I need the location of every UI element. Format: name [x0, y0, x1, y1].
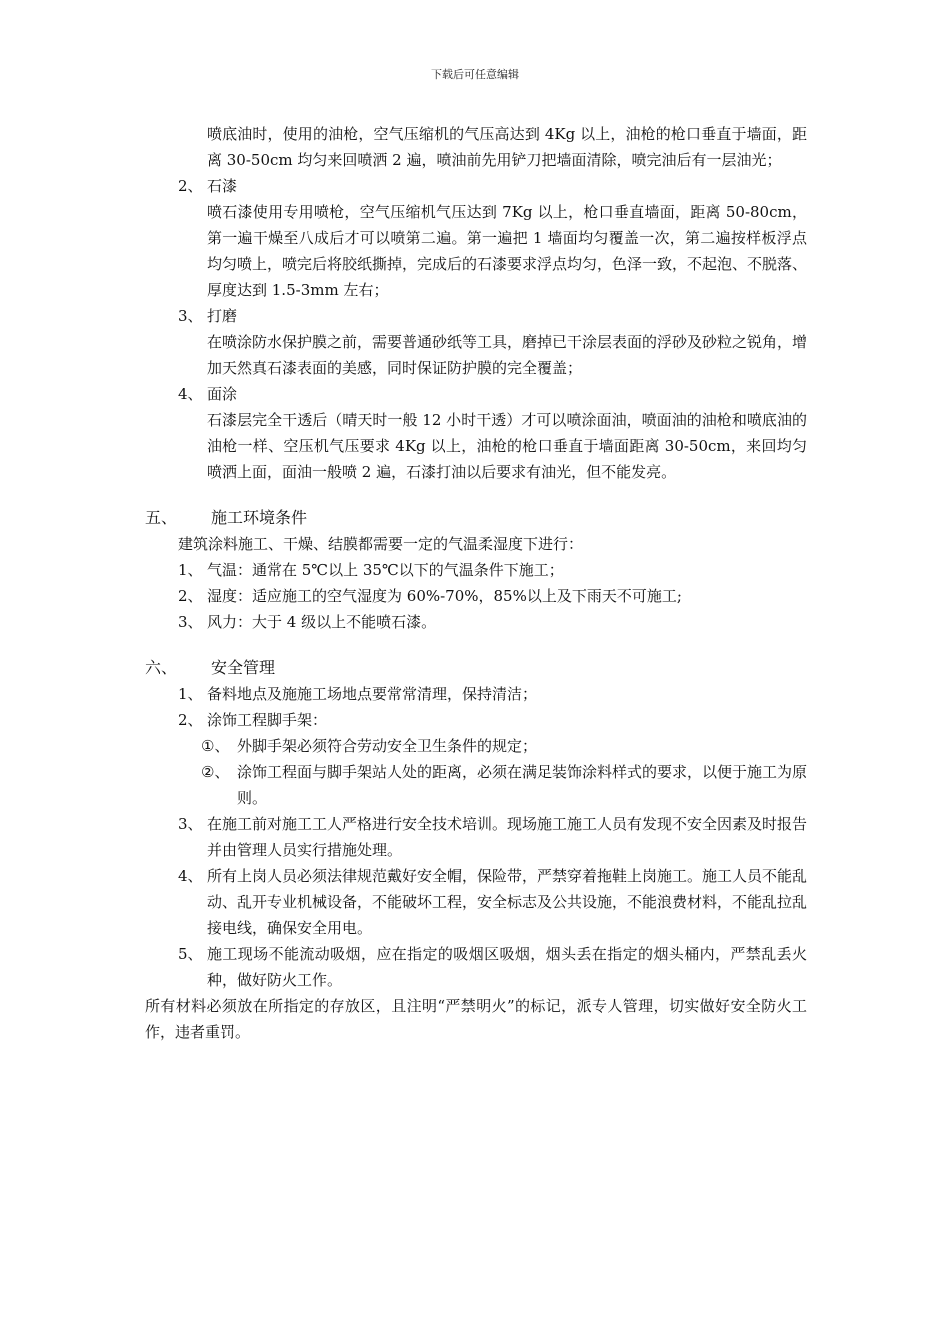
list-number: 4、	[178, 867, 203, 885]
section-heading-safety	[145, 655, 807, 681]
paragraph-stone-paint: 喷石漆使用专用喷枪，空气压缩机气压达到 7Kg 以上，枪口垂直墙面，距离 50-80cm，第一遍干燥至八成后才可以喷第二遍。第一遍把 1 墙面均匀覆盖一次，第二遍按样板浮点均匀喷上，喷完后将胶纸撕掉，完成后的石漆要求浮点均匀，色泽一致，不起泡、不脱落、厚度达到 1.5-3mm 左右；	[207, 203, 808, 299]
section-title: 施工环境条件	[211, 508, 308, 527]
list-text: 施工现场不能流动吸烟，应在指定的吸烟区吸烟，烟头丢在指定的烟头桶内，严禁乱丢火种，做好防火工作。	[207, 945, 807, 989]
sub-list-item	[145, 733, 807, 759]
sub-list-item	[145, 759, 807, 811]
document-body	[145, 121, 807, 1045]
section-title: 安全管理	[211, 658, 276, 677]
sub-list-number: ②、	[201, 763, 230, 781]
list-title: 面涂	[207, 385, 238, 403]
list-item-stone-paint	[145, 173, 807, 199]
list-item	[145, 707, 807, 733]
list-item	[145, 681, 807, 707]
list-item	[145, 557, 807, 583]
list-text: 所有上岗人员必须法律规范戴好安全帽，保险带，严禁穿着拖鞋上岗施工。施工人员不能乱动、乱开专业机械设备，不能破坏工程，安全标志及公共设施，不能浪费材料，不能乱拉乱接电线，确保安全用电。	[207, 867, 808, 937]
section-heading-environment	[145, 505, 807, 531]
list-number: 3、	[178, 307, 203, 325]
list-item	[145, 863, 807, 941]
sub-list-text: 涂饰工程面与脚手架站人处的距离，必须在满足装饰涂料样式的要求，以便于施工为原则。	[237, 763, 808, 807]
list-item	[145, 583, 807, 609]
list-number: 2、	[178, 711, 203, 729]
list-number: 3、	[178, 815, 203, 833]
list-number: 3、	[178, 613, 203, 631]
section-number: 五、	[145, 508, 178, 527]
list-number: 2、	[178, 587, 203, 605]
sub-list-text: 外脚手架必须符合劳动安全卫生条件的规定；	[237, 737, 538, 755]
list-item-sanding	[145, 303, 807, 329]
list-text: 风力：大于 4 级以上不能喷石漆。	[207, 613, 437, 631]
list-number: 4、	[178, 385, 203, 403]
list-number: 2、	[178, 177, 203, 195]
list-item	[145, 609, 807, 635]
list-number: 1、	[178, 685, 203, 703]
section-intro: 建筑涂料施工、干燥、结膜都需要一定的气温柔湿度下进行：	[178, 535, 584, 553]
list-number: 1、	[178, 561, 203, 579]
list-item	[145, 811, 807, 863]
closing-paragraph: 所有材料必须放在所指定的存放区，且注明“严禁明火”的标记，派专人管理，切实做好安全防火工作，违者重罚。	[145, 997, 807, 1041]
paragraph-spray-base-oil: 喷底油时，使用的油枪，空气压缩机的气压高达到 4Kg 以上，油枪的枪口垂直于墙面，距离 30-50cm 均匀来回喷洒 2 遍，喷油前先用铲刀把墙面清除，喷完油后有一层油光；	[207, 125, 807, 169]
list-item-top-coat	[145, 381, 807, 407]
section-number: 六、	[145, 658, 178, 677]
list-text: 在施工前对施工工人严格进行安全技术培训。现场施工施工人员有发现不安全因素及时报告并由管理人员实行措施处理。	[207, 815, 808, 859]
page-header: 下载后可任意编辑	[431, 68, 519, 81]
list-number: 5、	[178, 945, 203, 963]
list-text: 备料地点及施施工场地点要常常清理，保持清洁；	[207, 685, 538, 703]
sub-list-number: ①、	[201, 737, 230, 755]
paragraph-sanding: 在喷涂防水保护膜之前，需要普通砂纸等工具，磨掉已干涂层表面的浮砂及砂粒之锐角，增加天然真石漆表面的美感，同时保证防护膜的完全覆盖；	[207, 333, 808, 377]
list-text: 涂饰工程脚手架：	[207, 711, 328, 729]
list-title: 石漆	[207, 177, 238, 195]
list-item	[145, 941, 807, 993]
paragraph-top-coat: 石漆层完全干透后（晴天时一般 12 小时干透）才可以喷涂面油，喷面油的油枪和喷底油的油枪一样、空压机气压要求 4Kg 以上，油枪的枪口垂直于墙面距离 30-50cm，来回均匀喷洒上面，面油一般喷 2 遍，石漆打油以后要求有油光，但不能发亮。	[207, 411, 807, 481]
list-text: 气温：通常在 5℃以上 35℃以下的气温条件下施工；	[207, 561, 564, 579]
list-text: 湿度：适应施工的空气湿度为 60%-70%，85%以上及下雨天不可施工;	[207, 587, 682, 605]
list-title: 打磨	[207, 307, 238, 325]
